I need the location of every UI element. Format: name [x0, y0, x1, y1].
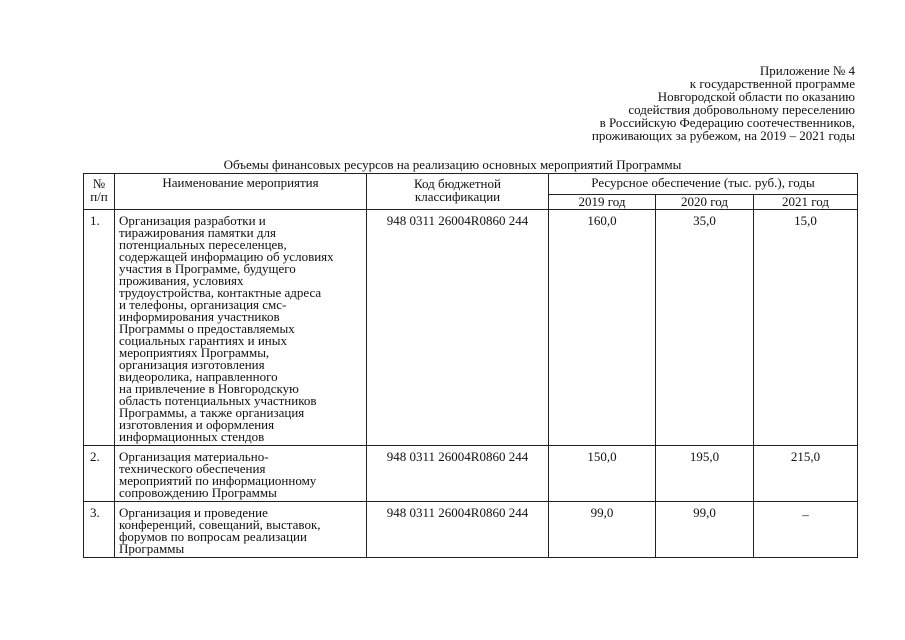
activity-name-line: изготовления и оформления	[119, 417, 275, 432]
value-2020: 195,0	[656, 446, 754, 502]
appendix-line: содействия добровольному переселению	[628, 102, 855, 117]
activity-name-line: Организация материально-	[119, 449, 269, 464]
activity-name-line: организация изготовления	[119, 357, 265, 372]
appendix-line: в Российскую Федерацию соотечественников,	[599, 115, 855, 130]
activity-name-line: проживания, условиях	[119, 273, 244, 288]
activity-name-line: видеоролика, направленного	[119, 369, 278, 384]
table-row	[84, 210, 858, 446]
activity-name-line: потенциальных переселенцев,	[119, 237, 287, 252]
activity-name-line: социальных гарантиях и иных	[119, 333, 287, 348]
activity-name-line: технического обеспечения	[119, 461, 266, 476]
activity-name-line: Организация разработки и	[119, 213, 266, 228]
activity-name-line: Программы	[119, 541, 185, 556]
appendix-block	[592, 64, 855, 142]
table-row	[84, 502, 858, 558]
resources-table	[83, 173, 858, 558]
activity-name-line: участия в Программе, будущего	[119, 261, 296, 276]
value-2021: 215,0	[754, 446, 858, 502]
activity-name-line: содержащей информацию об условиях	[119, 249, 334, 264]
row-number: 3.	[84, 502, 115, 558]
budget-code: 948 0311 26004R0860 244	[367, 502, 549, 558]
value-2020: 35,0	[656, 210, 754, 446]
activity-name-line: и телефоны, организация смс-	[119, 297, 287, 312]
activity-name-line: сопровождению Программы	[119, 485, 277, 500]
row-number: 2.	[84, 446, 115, 502]
activity-name	[115, 210, 367, 446]
activity-name-line: информирования участников	[119, 309, 280, 324]
activity-name-line: информационных стендов	[119, 429, 265, 444]
activity-name-line: мероприятиях Программы,	[119, 345, 270, 360]
activity-name-line: область потенциальных участников	[119, 393, 317, 408]
value-2021: –	[754, 502, 858, 558]
row-number: 1.	[84, 210, 115, 446]
value-2019: 150,0	[549, 446, 656, 502]
header-code: Код бюджетной классификации	[367, 174, 549, 210]
header-year-2019: 2019 год	[549, 195, 656, 210]
activity-name-line: трудоустройства, контактные адреса	[119, 285, 322, 300]
value-2021: 15,0	[754, 210, 858, 446]
activity-name-line: форумов по вопросам реализации	[119, 529, 307, 544]
value-2019: 99,0	[549, 502, 656, 558]
header-name: Наименование мероприятия	[115, 174, 367, 210]
activity-name-line: Организация и проведение	[119, 505, 268, 520]
appendix-line: к государственной программе	[689, 76, 855, 91]
header-num: № п/п	[84, 174, 115, 210]
activity-name-line: Программы о предоставляемых	[119, 321, 295, 336]
header-resources: Ресурсное обеспечение (тыс. руб.), годы	[549, 174, 858, 195]
activity-name-line: тиражирования памятки для	[119, 225, 276, 240]
header-row	[84, 174, 858, 195]
header-year-2021: 2021 год	[754, 195, 858, 210]
table-row	[84, 446, 858, 502]
table-title: Объемы финансовых ресурсов на реализацию основных мероприятий Программы	[223, 157, 682, 172]
activity-name-line: мероприятий по информационному	[119, 473, 317, 488]
budget-code: 948 0311 26004R0860 244	[367, 446, 549, 502]
budget-code: 948 0311 26004R0860 244	[367, 210, 549, 446]
header-year-2020: 2020 год	[656, 195, 754, 210]
activity-name-line: конференций, совещаний, выставок,	[119, 517, 321, 532]
activity-name	[115, 446, 367, 502]
value-2019: 160,0	[549, 210, 656, 446]
value-2020: 99,0	[656, 502, 754, 558]
activity-name-line: Программы, а также организация	[119, 405, 305, 420]
table-body	[84, 210, 858, 558]
appendix-line: Приложение № 4	[759, 63, 855, 78]
activity-name-line: на привлечение в Новгородскую	[119, 381, 299, 396]
appendix-line: Новгородской области по оказанию	[657, 89, 855, 104]
activity-name	[115, 502, 367, 558]
appendix-line: проживающих за рубежом, на 2019 – 2021 годы	[591, 128, 855, 143]
